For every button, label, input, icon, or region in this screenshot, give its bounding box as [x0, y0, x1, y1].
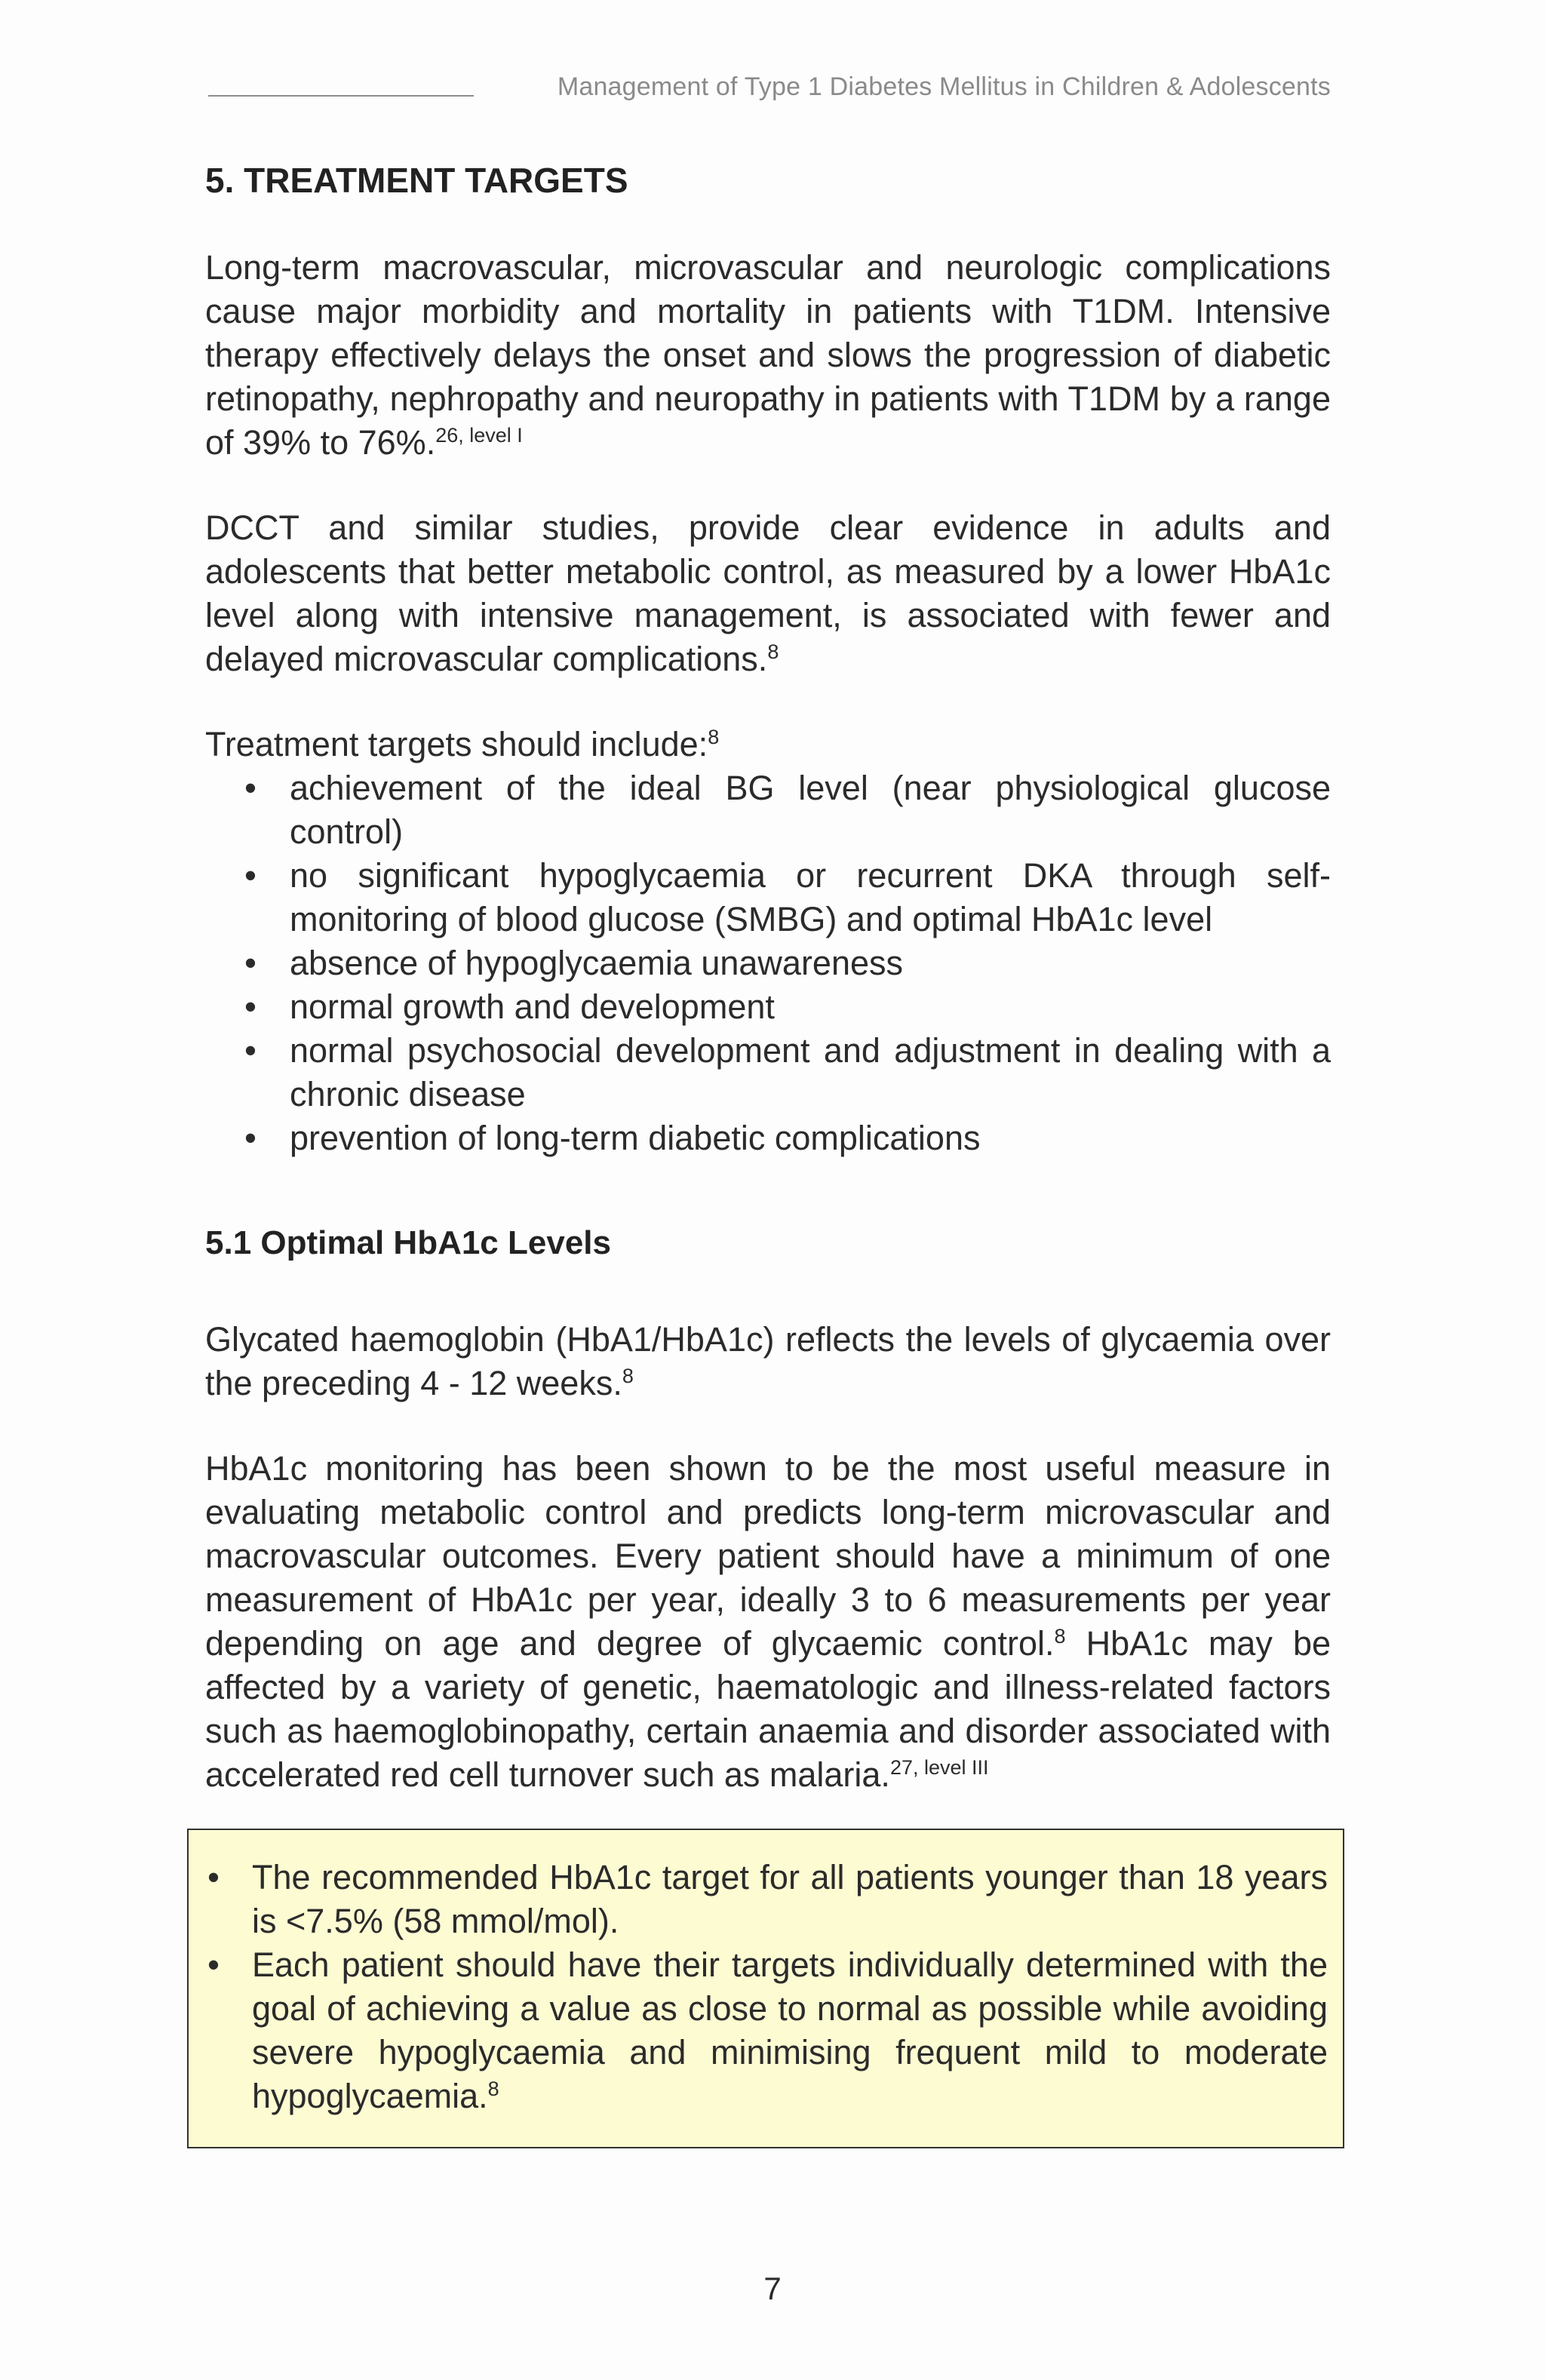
subsection-heading: 5.1 Optimal HbA1c Levels	[205, 1224, 611, 1262]
paragraph-complications	[205, 246, 1331, 465]
header-rule	[208, 95, 474, 97]
list-item-text: achievement of the ideal BG level (near physiological glucose control)	[290, 769, 1331, 852]
list-item-text: normal growth and development	[290, 987, 775, 1027]
list-item-text: normal psychosocial development and adjustment in dealing with a chronic disease	[290, 1031, 1331, 1114]
list-item	[235, 1029, 1331, 1116]
paragraph-text: Glycated haemoglobin (HbA1/HbA1c) reflects the levels of glycaemia over the preceding 4 - 12 weeks.	[205, 1319, 1331, 1402]
citation: 8	[622, 1364, 634, 1387]
bullet-icon: •	[207, 1945, 220, 1984]
citation: 8	[1054, 1624, 1066, 1648]
citation: 8	[767, 640, 779, 664]
paragraph-glycated	[205, 1318, 1331, 1405]
paragraph-text: Long-term macrovascular, microvascular and neurologic complications cause major morbidity and mortality in patients with T1DM. Intensive therapy effectively delays the onset and slows the progression of diabetic retinopathy, nephropathy and neuropathy in patients with T1DM by a range of 39% to 76%.	[205, 248, 1331, 462]
citation: 26, level I	[435, 424, 523, 447]
list-item	[235, 1116, 1331, 1160]
list-item	[235, 766, 1331, 854]
list-item-text: The recommended HbA1c target for all patients younger than 18 years is <7.5% (58 mmol/mol).	[252, 1858, 1328, 1940]
treatment-targets-list	[205, 766, 1331, 1160]
bullet-icon: •	[244, 944, 256, 983]
list-item-text: Each patient should have their targets individually determined with the goal of achieving a value as close to normal as possible while avoiding severe hypoglycaemia and minimising frequent mild to moderate hypoglycaemia.	[252, 1945, 1328, 2115]
list-item-text: no significant hypoglycaemia or recurrent DKA through self-monitoring of blood glucose (SMBG) and optimal HbA1c level	[290, 856, 1331, 939]
bullet-icon: •	[207, 1858, 220, 1896]
section-heading: 5. TREATMENT TARGETS	[205, 161, 628, 200]
list-item	[202, 1943, 1328, 2118]
page-number: 7	[763, 2271, 782, 2306]
list-item-text: absence of hypoglycaemia unawareness	[290, 944, 904, 983]
bullet-icon: •	[244, 1119, 256, 1158]
main-content	[205, 160, 1331, 1797]
bullet-icon: •	[244, 769, 256, 808]
bullet-icon: •	[244, 1031, 256, 1070]
recommendation-list	[202, 1856, 1328, 2118]
paragraph-monitoring	[205, 1447, 1331, 1797]
list-item	[235, 854, 1331, 941]
running-header: Management of Type 1 Diabetes Mellitus in Children & Adolescents	[557, 72, 1331, 101]
recommendation-box	[187, 1829, 1344, 2148]
list-item	[235, 941, 1331, 985]
paragraph-text: HbA1c may be affected by a variety of genetic, haematologic and illness-related factors such as haemoglobinopathy, certain anaemia and disorder associated with accelerated red cell turnover such as malaria.	[205, 1623, 1331, 1794]
citation: 8	[487, 2078, 499, 2100]
bullet-icon: •	[244, 856, 256, 895]
bullet-icon: •	[244, 987, 256, 1027]
paragraph-text: Treatment targets should include:	[205, 725, 708, 764]
citation: 27, level III	[889, 1755, 989, 1779]
paragraph-dcct	[205, 506, 1331, 681]
paragraph-text: HbA1c monitoring has been shown to be the most useful measure in evaluating metabolic control and predicts long-term microvascular and macrovascular outcomes. Every patient should have a minimum of one measurement of HbA1c per year, ideally 3 to 6 measurements per year depending on age and degree of glycaemic control.	[205, 1448, 1331, 1663]
list-item-text: prevention of long-term diabetic complications	[290, 1119, 981, 1158]
list-item	[202, 1856, 1328, 1943]
citation: 8	[708, 726, 720, 749]
list-item	[235, 985, 1331, 1029]
targets-intro	[205, 723, 1331, 766]
paragraph-text: DCCT and similar studies, provide clear evidence in adults and adolescents that better metabolic control, as measured by a lower HbA1c level along with intensive management, is associated with fewer and delayed microvascular complications.	[205, 508, 1331, 679]
